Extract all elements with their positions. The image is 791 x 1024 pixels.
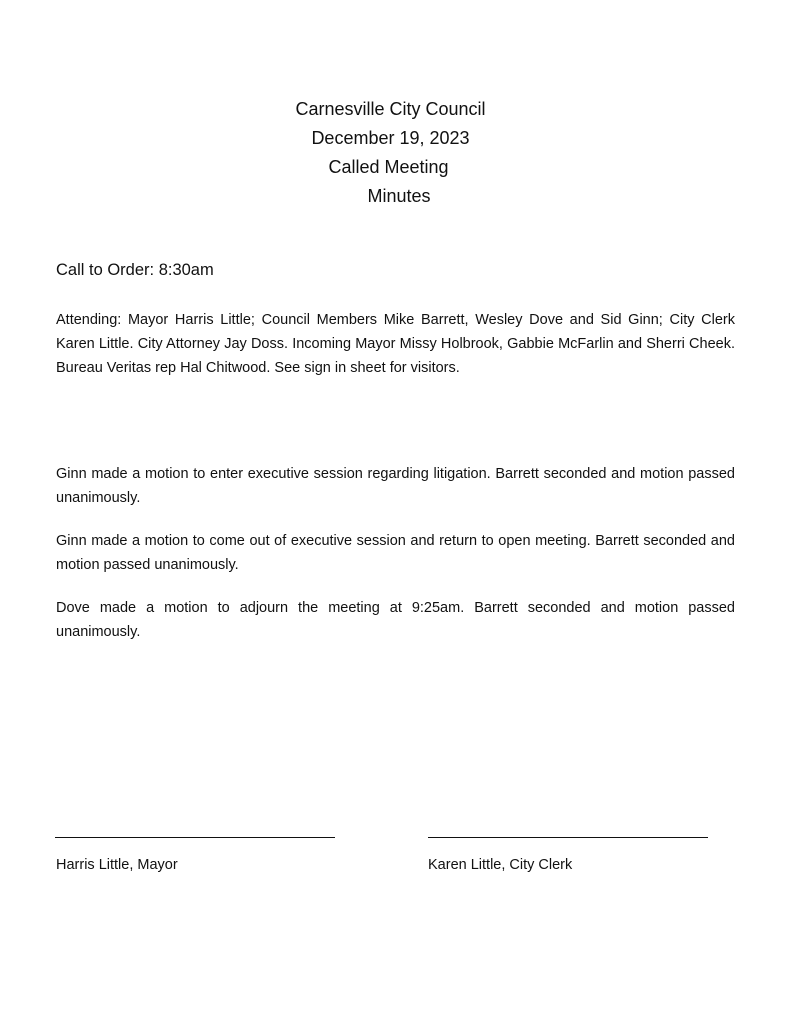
council-name: Carnesville City Council [295,99,486,119]
call-to-order: Call to Order: 8:30am [56,261,214,279]
clerk-signature-line [428,837,708,838]
motion-paragraph: Dove made a motion to adjourn the meeting at 9:25am. Barrett seconded and motion passed unanimously. [56,600,735,640]
clerk-signature-label: Karen Little, City Clerk [428,857,573,873]
document-type: Minutes [367,186,431,206]
attendance-paragraph: Attending: Mayor Harris Little; Council Members Mike Barrett, Wesley Dove and Sid Ginn; City Clerk Karen Little. City Attorney Jay Doss. Incoming Mayor Missy Holbrook, Gabbie McFarlin and Sherri Cheek. Bureau Veritas rep Hal Chitwood. See sign in sheet for visitors. [56,312,735,376]
mayor-signature-line [55,837,335,838]
mayor-signature-label: Harris Little, Mayor [56,857,178,873]
motion-paragraph: Ginn made a motion to enter executive session regarding litigation. Barrett seconded and motion passed unanimously. [56,466,735,506]
document-title-block [0,95,791,211]
meeting-date: December 19, 2023 [311,128,470,148]
motion-paragraph: Ginn made a motion to come out of executive session and return to open meeting. Barrett seconded and motion passed unanimously. [56,533,735,573]
meeting-type: Called Meeting [328,157,449,177]
